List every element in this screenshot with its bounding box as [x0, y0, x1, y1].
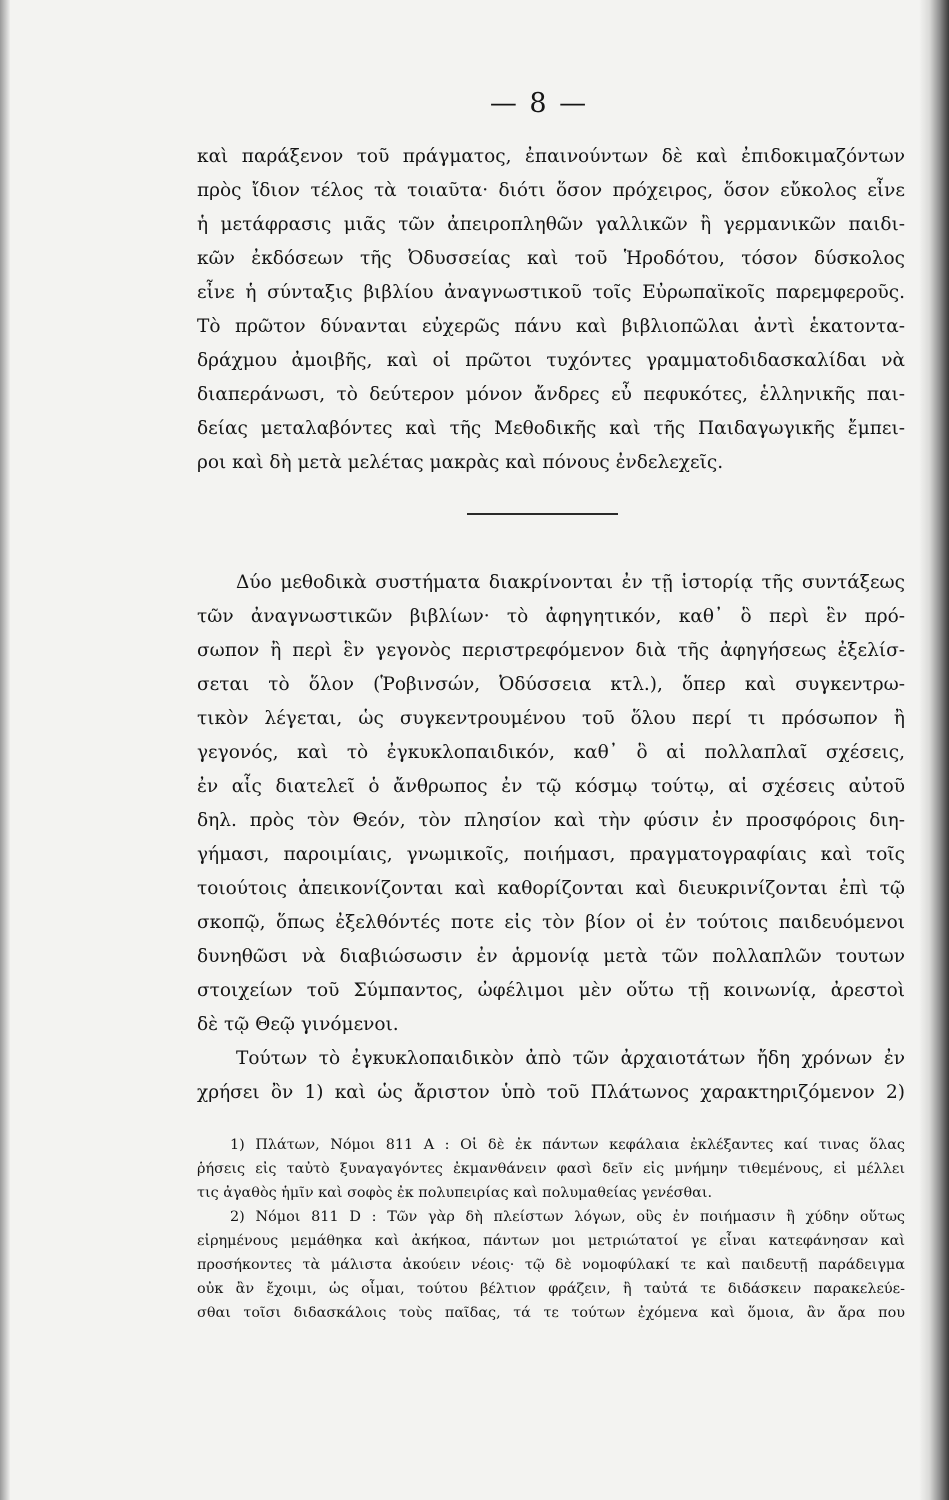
paragraph-1-line: ἡ μετάφρασις μιᾶς τῶν ἀπειροπληθῶν γαλλικῶν ἢ γερμανικῶν παιδι-: [197, 214, 905, 235]
paragraph-2-line: τικὸν λέγεται, ὡς συγκεντρουμένου τοῦ ὅλου περί τι πρόσωπον ἢ: [197, 708, 905, 729]
paragraph-2-line: σκοπῷ, ὅπως ἐξελθόντές ποτε εἰς τὸν βίον οἱ ἐν τούτοις παιδευόμενοι: [197, 912, 905, 933]
paragraph-1-line: εἶνε ἡ σύνταξις βιβλίου ἀναγνωστικοῦ τοῖς Εὐρωπαϊκοῖς παρεμφεροῦς.: [197, 282, 905, 303]
paragraph-2-line: γεγονός, καὶ τὸ ἐγκυκλοπαιδικόν, καθ᾽ ὃ αἱ πολλαπλαῖ σχέσεις,: [197, 742, 905, 763]
footnote-line: τις ἀγαθὸς ἡμῖν καὶ σοφὸς ἐκ πολυπειρίας καὶ πολυμαθείας γενέσθαι.: [197, 1185, 713, 1201]
paragraph-2-line: δυνηθῶσι νὰ διαβιώσωσιν ἐν ἁρμονίᾳ μετὰ τῶν πολλαπλῶν τουτων: [197, 946, 905, 967]
paragraph-2-line: δὲ τῷ Θεῷ γινόμενοι.: [197, 1014, 399, 1035]
paragraph-2-line: ἐν αἷς διατελεῖ ὁ ἄνθρωπος ἐν τῷ κόσμῳ τούτῳ, αἱ σχέσεις αὐτοῦ: [197, 776, 905, 797]
footnote-line: 2) Νόμοι 811 D : Τῶν γὰρ δὴ πλείστων λόγων, οὓς ἐν ποιήμασιν ἢ χύδην οὕτως: [230, 1209, 905, 1225]
section-divider: [467, 513, 618, 515]
paragraph-2-line: τοιούτοις ἀπεικονίζονται καὶ καθορίζονται καὶ διευκρινίζονται ἐπὶ τῷ: [197, 878, 905, 899]
paragraph-2-line: γήμασι, παροιμίαις, γνωμικοῖς, ποιήμασι, πραγματογραφίαις καὶ τοῖς: [197, 844, 905, 865]
paragraph-1-line: πρὸς ἴδιον τέλος τὰ τοιαῦτα· διότι ὅσον πρόχειρος, ὅσον εὔκολος εἶνε: [197, 180, 905, 201]
paragraph-1-line: ροι καὶ δὴ μετὰ μελέτας μακρὰς καὶ πόνους ἐνδελεχεῖς.: [197, 452, 724, 473]
paragraph-2-line: τῶν ἀναγνωστικῶν βιβλίων· τὸ ἀφηγητικόν, καθ᾽ ὃ περὶ ἓν πρό-: [197, 606, 905, 627]
page-binding-shadow: [919, 0, 949, 1500]
paragraph-2-line: σεται τὸ ὅλον (Ῥοβινσών, Ὀδύσσεια κτλ.), ὅπερ καὶ συγκεντρω-: [197, 674, 905, 695]
paragraph-2-line: Δύο μεθοδικὰ συστήματα διακρίνονται ἐν τῇ ἱστορίᾳ τῆς συντάξεως: [236, 572, 905, 593]
paragraph-3-line: χρήσει ὂν 1) καὶ ὡς ἄριστον ὑπὸ τοῦ Πλάτωνος χαρακτηριζόμενον 2): [197, 1082, 905, 1103]
paragraph-3-line: Τούτων τὸ ἐγκυκλοπαιδικὸν ἀπὸ τῶν ἀρχαιοτάτων ἤδη χρόνων ἐν: [236, 1048, 905, 1069]
paragraph-1-line: δράχμου ἀμοιβῆς, καὶ οἱ πρῶτοι τυχόντες γραμματοδιδασκαλίδαι νὰ: [197, 350, 905, 371]
footnote-line: 1) Πλάτων, Νόμοι 811 Α : Οἱ δὲ ἐκ πάντων κεφάλαια ἐκλέξαντες καί τινας ὅλας: [230, 1137, 905, 1153]
paragraph-2-line: στοιχείων τοῦ Σύμπαντος, ὠφέλιμοι μὲν οὕτω τῇ κοινωνίᾳ, ἀρεστοὶ: [197, 980, 905, 1001]
paragraph-1-line: δείας μεταλαβόντες καὶ τῆς Μεθοδικῆς καὶ τῆς Παιδαγωγικῆς ἔμπει-: [197, 418, 905, 439]
footnote-line: προσήκοντες τὰ μάλιστα ἀκούειν νέοις· τῷ δὲ νομοφύλακί τε καὶ παιδευτῇ παράδειγμα: [197, 1257, 905, 1273]
page-left-edge-shadow: [0, 0, 10, 1500]
paragraph-2-line: δηλ. πρὸς τὸν Θεόν, τὸν πλησίον καὶ τὴν φύσιν ἐν προσφόροις διη-: [197, 810, 905, 831]
paragraph-1-line: καὶ παράξενον τοῦ πράγματος, ἐπαινούντων δὲ καὶ ἐπιδοκιμαζόντων: [197, 146, 905, 167]
paragraph-1-line: Τὸ πρῶτον δύνανται εὐχερῶς πάνυ καὶ βιβλιοπῶλαι ἀντὶ ἑκατοντα-: [197, 316, 905, 337]
footnote-line: σθαι τοῖσι διδασκάλοις τοὺς παῖδας, τά τε τούτων ἐχόμενα καὶ ὅμοια, ἂν ἄρα που: [197, 1305, 905, 1321]
footnote-line: ῥήσεις εἰς ταὐτὸ ξυναγαγόντες ἐκμανθάνειν φασὶ δεῖν εἰς μνήμην τιθεμένους, εἰ μέλλει: [197, 1161, 905, 1177]
paragraph-1-line: διαπεράνωσι, τὸ δεύτερον μόνον ἄνδρες εὖ πεφυκότες, ἑλληνικῆς παι-: [197, 384, 905, 405]
page-number: — 8 —: [489, 88, 589, 119]
paragraph-2-line: σωπον ἢ περὶ ἓν γεγονὸς περιστρεφόμενον διὰ τῆς ἀφηγήσεως ἐξελίσ-: [197, 640, 905, 661]
footnote-line: εἰρημένους μεμάθηκα καὶ ἀκήκοα, πάντων μοι μετριώτατοί γε εἶναι κατεφάνησαν καὶ: [197, 1233, 905, 1249]
footnote-line: οὐκ ἂν ἔχοιμι, ὡς οἶμαι, τούτου βέλτιον φράζειν, ἢ ταὐτά τε διδάσκειν παρακελεύε-: [197, 1281, 905, 1297]
paragraph-1-line: κῶν ἐκδόσεων τῆς Ὀδυσσείας καὶ τοῦ Ἡροδότου, τόσον δύσκολος: [197, 248, 905, 269]
